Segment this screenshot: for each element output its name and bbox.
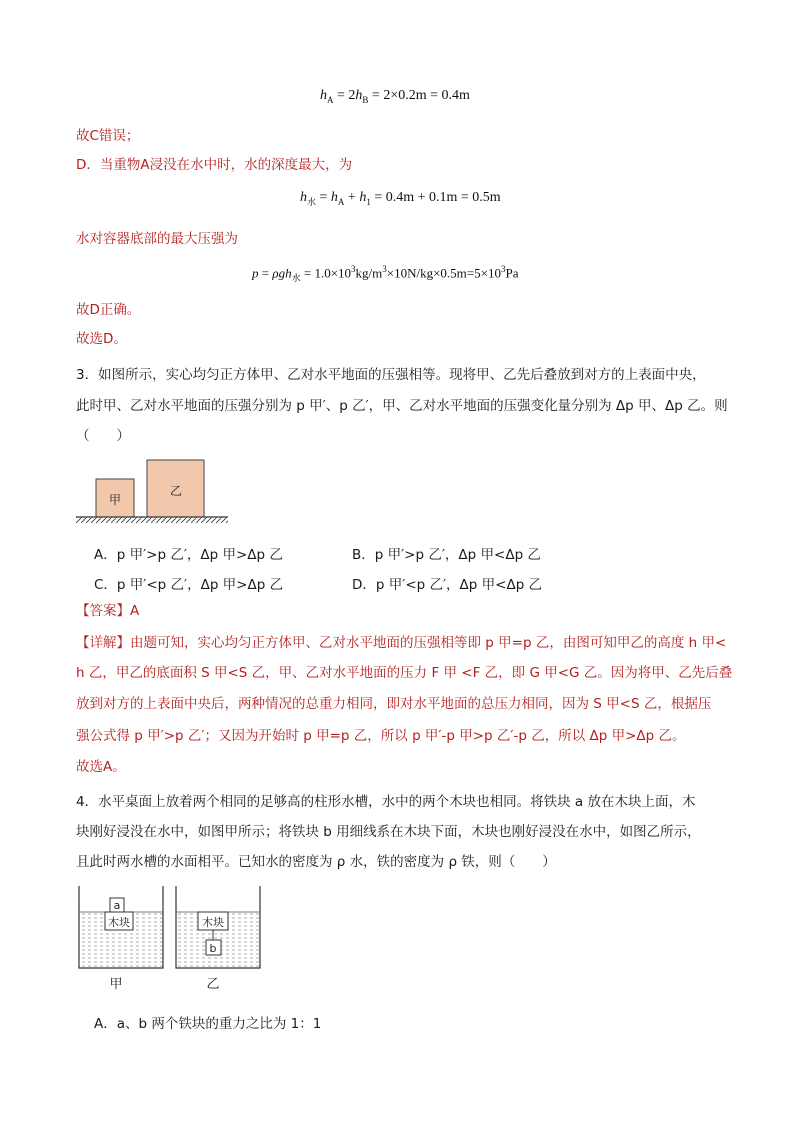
text-d-right: 故D正确。 <box>76 302 141 318</box>
cube-jia-label: 甲 <box>108 493 122 507</box>
iron-block-b-label: b <box>209 942 217 955</box>
q3-choose: 故选A。 <box>76 759 126 775</box>
tank-yi-caption: 乙 <box>206 977 220 992</box>
q3-figure <box>76 458 232 524</box>
q3-detail-line3: 放到对方的上表面中央后，两种情况的总重力相同，即对水平地面的总压力相同，因为 S 甲<S 乙，根据压 <box>76 696 712 712</box>
formula-pressure: $p = \rho gh_水 = 1.0\times 10^3kg/m^3\times 10N/kg\times 0.5m=5\times 10^3Pa$ <box>252 264 519 283</box>
formula-h-a: $h_A = 2h_B = 2\times 0.2m = 0.4m$ <box>320 88 470 105</box>
iron-block-a-label: a <box>113 899 121 912</box>
wood-block-yi-label: 木块 <box>202 916 224 929</box>
q3-option-c[interactable]: C．p 甲′<p 乙′，Δp 甲>Δp 乙 <box>94 577 284 593</box>
q3-option-a[interactable]: A．p 甲′>p 乙′，Δp 甲>Δp 乙 <box>94 547 283 563</box>
q4-stem-line1: 4．水平桌面上放着两个相同的足够高的柱形水槽，水中的两个木块也相同。将铁块 a 放在木块上面，木 <box>76 794 696 810</box>
q3-option-d[interactable]: D．p 甲′<p 乙′，Δp 甲<Δp 乙 <box>352 577 543 593</box>
text-d-intro: D．当重物A浸没在水中时，水的深度最大，为 <box>76 157 353 173</box>
text-max-pressure: 水对容器底部的最大压强为 <box>76 231 238 247</box>
text-choose-d: 故选D。 <box>76 331 127 347</box>
q4-stem-line2: 块刚好浸没在水中，如图甲所示；将铁块 b 用细线系在木块下面，木块也刚好浸没在水中，如图乙所示， <box>76 824 701 840</box>
text-c-wrong: 故C错误； <box>76 128 140 144</box>
q3-option-b[interactable]: B．p 甲′>p 乙′，Δp 甲<Δp 乙 <box>352 547 541 563</box>
q3-answer: 【答案】A <box>76 603 140 619</box>
q3-stem-line3: （ ） <box>76 428 130 444</box>
q3-detail-line4: 强公式得 p 甲′>p 乙′；又因为开始时 p 甲=p 乙，所以 p 甲′-p 甲>p 乙′-p 乙，所以 Δp 甲>Δp 乙。 <box>76 728 686 744</box>
q3-detail-line1: 【详解】由题可知，实心均匀正方体甲、乙对水平地面的压强相等即 p 甲=p 乙，由图可知甲乙的高度 h 甲< <box>76 635 727 651</box>
q4-stem-line3: 且此时两水槽的水面相平。已知水的密度为 ρ 水，铁的密度为 ρ 铁，则（ ） <box>76 854 556 870</box>
formula-h-water: $h_水 = h_A + h_1 = 0.4m + 0.1m = 0.5m$ <box>300 190 501 207</box>
q4-figure <box>76 884 286 994</box>
tank-jia-caption: 甲 <box>109 977 123 992</box>
q4-option-a[interactable]: A．a、b 两个铁块的重力之比为 1：1 <box>94 1016 322 1032</box>
q3-detail-line2: h 乙，甲乙的底面积 S 甲<S 乙，甲、乙对水平地面的压力 F 甲 <F 乙，即 G 甲<G 乙。因为将甲、乙先后叠 <box>76 665 733 681</box>
q3-stem-line1: 3．如图所示，实心均匀正方体甲、乙对水平地面的压强相等。现将甲、乙先后叠放到对方的上表面中央， <box>76 367 706 383</box>
wood-block-jia-label: 木块 <box>108 916 130 929</box>
q3-stem-line2: 此时甲、乙对水平地面的压强分别为 p 甲′、p 乙′，甲、乙对水平地面的压强变化量分别为 Δp 甲、Δp 乙。则 <box>76 398 728 414</box>
cube-yi-label: 乙 <box>169 484 183 498</box>
